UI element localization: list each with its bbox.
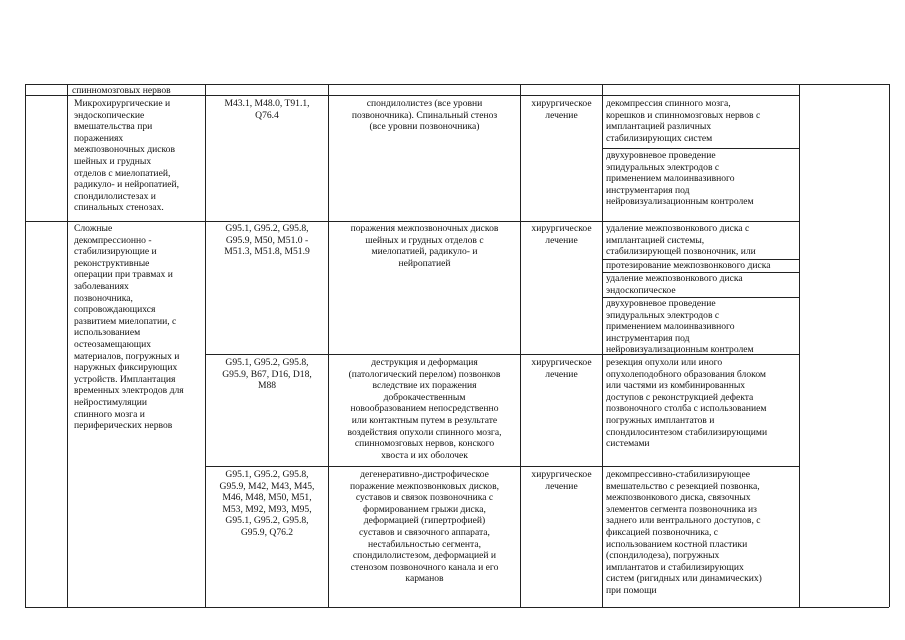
table-bottom-border [25, 607, 889, 608]
row2a-codes: G95.1, G95.2, G95.8, G95.9, M50, M51.0 - M51.3, M51.8, M51.9 [224, 223, 310, 258]
row2b-model: деструкция и деформация (патологический перелом) позвонков вследствие их поражения доброкачественным новообразованием непосредственно или контактным путем в результате воздействия опухоли спинного мозга, спинномозговых нервов, конского хвоста и их оболочек [347, 357, 502, 461]
column-border [67, 84, 68, 607]
row2a-method-1: удаление межпозвонкового диска с имплантацией системы, стабилизирующей позвоночник, или [606, 223, 756, 258]
column-border [520, 84, 521, 607]
table-left-border [25, 84, 26, 607]
row2c-method-1: декомпрессивно-стабилизирующее вмешательство с резекцией позвонка, межпозвонкового диска, связочных элементов сегмента позвоночника из заднего или вентрального доступов, с фиксацией позвоночника, с использованием костной пластики (спондилодеза), погружных имплантатов и стабилизирующих систем (ригидных или динамических) при помощи [606, 469, 762, 596]
row2b-method-1: резекция опухоли или иного опухолеподобного образования блоком или частями из комбинированных доступов с реконструкцией дефекта позвоночного столба с использованием погружных имплантатов и спондилосинтезом стабилизирующими системами [606, 357, 768, 450]
row2c-model: дегенеративно-дистрофическое поражение межпозвонковых дисков, суставов и связок позвоночника с формированием грыжи диска, деформацией (гипертрофией) суставов и связочного аппарата, нестабильностью сегмента, спондилолистезом, деформацией и стенозом позвоночного канала и его карманов [349, 469, 500, 585]
row2b-codes: G95.1, G95.2, G95.8, G95.9, B67, D16, D18, M88 [222, 357, 312, 392]
row1-treatment: хирургическое лечение [531, 98, 592, 121]
column-border [328, 84, 329, 607]
row2b-treatment: хирургическое лечение [531, 357, 592, 380]
row2a-method-4: двухуровневое проведение эпидуральных электродов с применением малоинвазивного инструментария под нейровизуализационным контролем [606, 298, 754, 356]
row2a-method-3: удаление межпозвонкового диска эндоскопическое [606, 273, 743, 296]
row1-method-1: декомпрессия спинного мозга, корешков и спинномозговых нервов с имплантацией различных стабилизирующих систем [606, 98, 761, 144]
row1-codes: M43.1, M48.0, T91.1, Q76.4 [224, 98, 310, 121]
row2-name: Сложные декомпрессионно - стабилизирующие и реконструктивные операции при травмах и заболеваниях позвоночника, сопровождающихся развитием миелопатии, с использованием остеозамещающих материалов, погружных и наружных фиксирующих устройств. Имплантация временных электродов для нейростимуляции спинного мозга и периферических нервов [74, 223, 184, 432]
row0-name: спинномозговых нервов [72, 85, 171, 96]
row2a-treatment: хирургическое лечение [531, 223, 592, 246]
row1-model: спондилолистез (все уровни позвоночника). Спинальный стеноз (все уровни позвоночника) [351, 98, 498, 133]
row1-name: Микрохирургические и эндоскопические вмешательства при поражениях межпозвоночных дисков шейных и грудных отделов с миелопатией, радикуло- и нейропатией, спондилолистезах и спинальных стенозах. [74, 98, 180, 214]
row2a-model: поражения межпозвоночных дисков шейных и грудных отделов с миелопатией, радикуло- и нейропатией [350, 223, 499, 269]
table-right-border [889, 84, 890, 607]
column-border [602, 84, 603, 607]
row-border [25, 221, 799, 222]
column-border [205, 84, 206, 607]
method-border [602, 148, 799, 149]
row2a-method-2: протезирование межпозвонкового диска [606, 260, 771, 271]
row2c-codes: G95.1, G95.2, G95.8, G95.9, M42, M43, M45, M46, M48, M50, M51, M53, M92, M93, M95, G95.1, G95.2, G95.8, G95.9, Q76.2 [219, 469, 315, 538]
row2c-treatment: хирургическое лечение [531, 469, 592, 492]
row1-method-2: двухуровневое проведение эпидуральных электродов с применением малоинвазивного инструментария под нейровизуализационным контролем [606, 150, 754, 208]
row-border [205, 466, 799, 467]
column-border [799, 84, 800, 607]
